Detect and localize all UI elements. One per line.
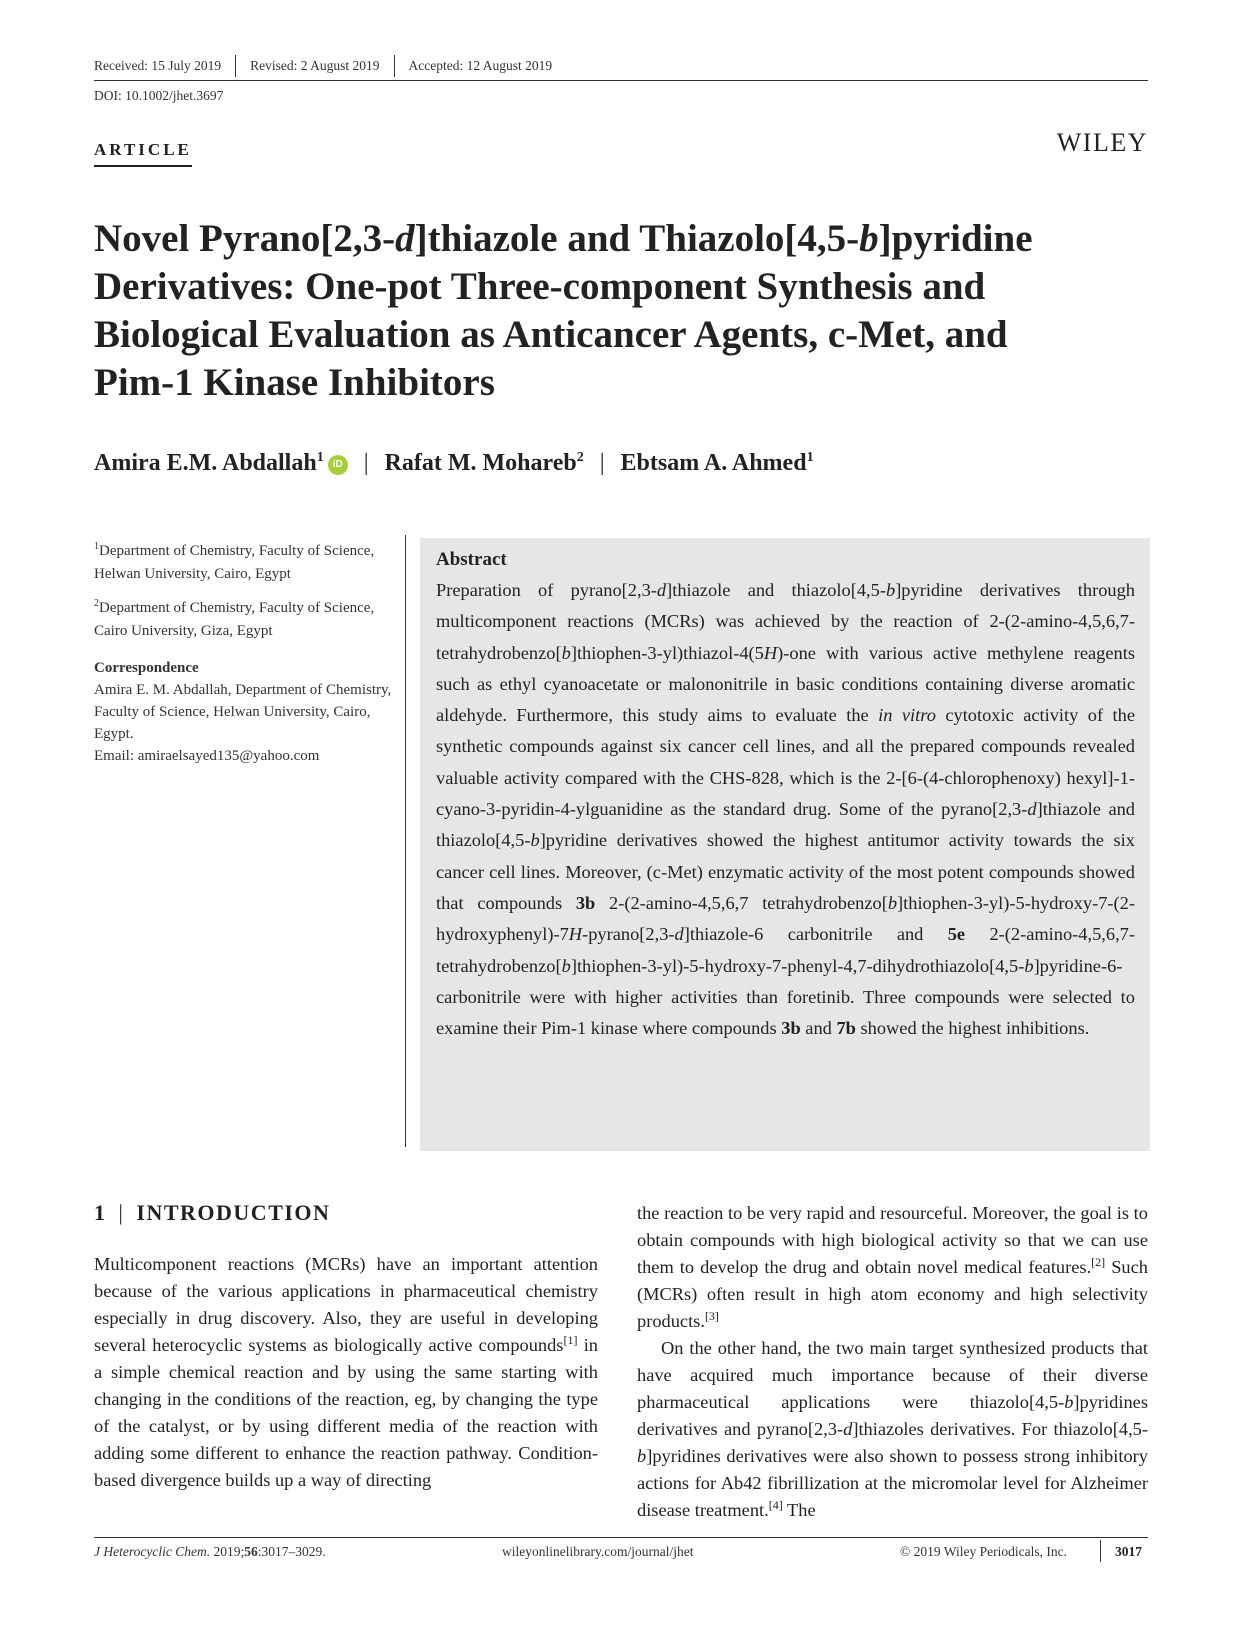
publisher-logo: WILEY: [1056, 128, 1148, 157]
page-number: 3017: [1115, 1544, 1142, 1559]
author-list: [94, 450, 814, 477]
article-type-label: ARTICLE: [94, 140, 192, 167]
abstract-heading: Abstract: [436, 549, 507, 570]
citation-ref[interactable]: [4]: [768, 1497, 783, 1512]
correspondence: [94, 657, 394, 767]
correspondence-text: Amira E. M. Abdallah, Department of Chemistry, Faculty of Science, Helwan University, Cairo, Egypt.: [94, 682, 392, 742]
affiliation: $^2$Department of Chemistry, Faculty of Science, Cairo University, Giza, Egypt: [94, 598, 375, 639]
orcid-icon[interactable]: iD: [328, 455, 348, 475]
correspondence-heading: Correspondence: [94, 660, 199, 676]
footer-citation: J Heterocyclic Chem. 2019;56:3017–3029.: [94, 1544, 326, 1559]
author-affiliation-sup: 1: [806, 450, 814, 465]
footer-divider: [1100, 1540, 1101, 1562]
author-separator: |: [363, 450, 369, 476]
intro-paragraph-2: On the other hand, the two main target synthesized products that have acquired much importance because of their diverse pharmaceutical applications were thiazolo[4,5-b]pyridines derivatives and pyrano[2,3-d]thiazoles derivatives. For thiazolo[4,5-b]pyridines derivatives were also shown to possess strong inhibitory actions for Ab42 fibrillization at the micromolar level for Alzheimer disease treatment.[4] The: [637, 1338, 1148, 1520]
date-divider: [235, 55, 236, 77]
citation-ref[interactable]: [1]: [563, 1332, 578, 1347]
affiliation: $^1$Department of Chemistry, Faculty of Science, Helwan University, Cairo, Egypt: [94, 541, 375, 582]
footer-rule: [94, 1537, 1148, 1538]
footer-url[interactable]: wileyonlinelibrary.com/journal/jhet: [502, 1544, 694, 1559]
doi[interactable]: DOI: 10.1002/jhet.3697: [94, 88, 224, 103]
body-column-left: [94, 1251, 598, 1494]
author-affiliation-sup: 2: [576, 450, 584, 465]
footer-copyright: © 2019 Wiley Periodicals, Inc.: [900, 1544, 1067, 1559]
author-name[interactable]: Rafat M. Mohareb: [384, 450, 577, 476]
correspondence-email[interactable]: Email: amiraelsayed135@yahoo.com: [94, 748, 320, 764]
author-name[interactable]: Amira E.M. Abdallah: [94, 450, 317, 476]
affiliations: [94, 535, 394, 649]
section-heading-introduction: 1 | INTRODUCTION: [94, 1200, 331, 1225]
body-column-right: [637, 1200, 1148, 1524]
author-affiliation-sup: 1: [316, 450, 324, 465]
paper-title: Novel Pyrano[2,3-d]thiazole and Thiazolo[4,5-b]pyridine Derivatives: One-pot Three-component Synthesis and Biological Evaluation as Anticancer Agents, c-Met, and Pim-1 Kinase Inhibitors: [94, 217, 1033, 404]
author-name[interactable]: Ebtsam A. Ahmed: [620, 450, 807, 476]
article-dates: [94, 58, 566, 77]
abstract-text: Preparation of pyrano[2,3-d]thiazole and thiazolo[4,5-b]pyridine derivatives through multicomponent reactions (MCRs) was achieved by the reaction of 2-(2-amino-4,5,6,7-tetrahydrobenzo[b]thiophen-3-yl)thiazol-4(5H)-one with various active methylene reagents such as ethyl cyanoacetate or malononitrile in basic conditions containing diverse aromatic aldehyde. Furthermore, this study aims to evaluate the in vitro cytotoxic activity of the synthetic compounds against six cancer cell lines, and all the prepared compounds revealed valuable activity compared with the CHS-828, which is the 2-[6-(4-chlorophenoxy) hexyl]-1-cyano-3-pyridin-4-ylguanidine as the standard drug. Some of the pyrano[2,3-d]thiazole and thiazolo[4,5-b]pyridine derivatives showed the highest antitumor activity towards the six cancer cell lines. Moreover, (c-Met) enzymatic activity of the most potent compounds showed that compounds 3b 2-(2-amino-4,5,6,7 tetrahydrobenzo[b]thiophen-3-yl)-5-hydroxy-7-(2-hydroxyphenyl)-7H-pyrano[2,3-d]thiazole-6 carbonitrile and 5e 2-(2-amino-4,5,6,7-tetrahydrobenzo[b]thiophen-3-yl)-5-hydroxy-7-phenyl-4,7-dihydrothiazolo[4,5-b]pyridine-6-carbonitrile were with higher activities than foretinib. Three compounds were selected to examine their Pim-1 kinase where compounds 3b and 7b showed the highest inhibitions.: [436, 580, 1135, 1039]
received-date: Received: 15 July 2019: [94, 58, 222, 73]
citation-ref[interactable]: [3]: [704, 1308, 719, 1323]
citation-ref[interactable]: [2]: [1091, 1254, 1106, 1269]
intro-paragraph-1-cont: the reaction to be very rapid and resourceful. Moreover, the goal is to obtain compounds with high biological activity so that we can use them to develop the drug and obtain novel medical features.[2] Such (MCRs) often result in high atom economy and high selectivity products.[3]: [637, 1203, 1148, 1331]
accepted-date: Accepted: 12 August 2019: [408, 58, 553, 73]
header-rule: [94, 80, 1148, 81]
date-divider: [394, 55, 395, 77]
intro-paragraph-1: Multicomponent reactions (MCRs) have an important attention because of the various applications in pharmaceutical chemistry especially in drug discovery. Also, they are useful in developing several heterocyclic systems as biologically active compounds[1] in a simple chemical reaction and by using the same starting with changing in the conditions of the reaction, eg, by changing the type of the catalyst, or by using different media of the reaction with adding some different to enhance the reaction pathway. Condition-based divergence builds up a way of directing: [94, 1254, 598, 1490]
author-separator: |: [599, 450, 605, 476]
revised-date: Revised: 2 August 2019: [250, 58, 380, 73]
abstract-box: [420, 538, 1150, 1151]
column-divider: [405, 535, 406, 1147]
